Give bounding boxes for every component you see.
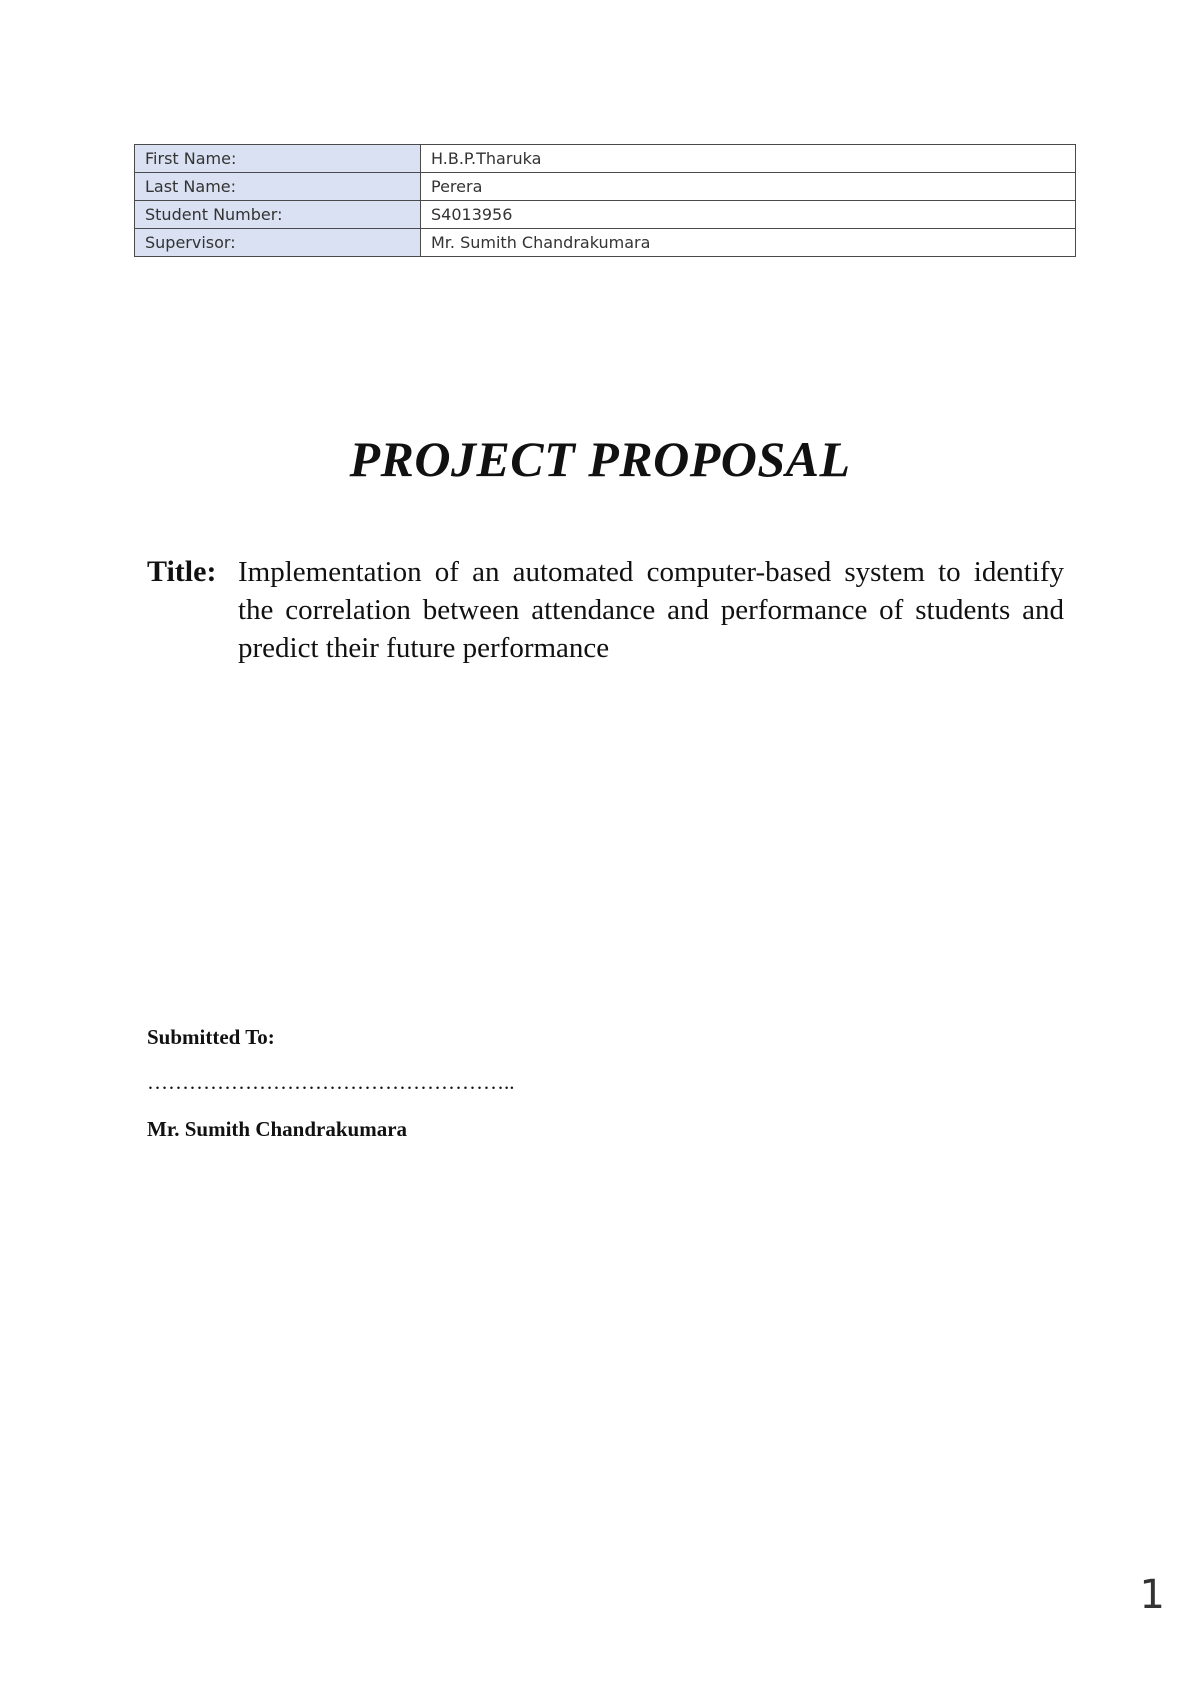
table-row <box>135 145 1076 173</box>
page-title: PROJECT PROPOSAL <box>349 431 851 487</box>
proposal-title: Implementation of an automated computer-based system to identify the correlation between attendance and performance of students and predict their future performance <box>238 556 1064 664</box>
submitted-to-name: Mr. Sumith Chandrakumara <box>147 1117 408 1141</box>
page-number: 1 <box>1139 1572 1165 1618</box>
title-label: Title: <box>147 555 217 588</box>
student-number-label: Student Number: <box>135 201 421 229</box>
last-name-value: Perera <box>421 173 1076 201</box>
student-info-table <box>134 144 1076 257</box>
first-name-value: H.B.P.Tharuka <box>421 145 1076 173</box>
table-row <box>135 201 1076 229</box>
table-row <box>135 173 1076 201</box>
first-name-label: First Name: <box>135 145 421 173</box>
submitted-to-label: Submitted To: <box>147 1025 275 1049</box>
supervisor-label: Supervisor: <box>135 229 421 257</box>
student-number-value: S4013956 <box>421 201 1076 229</box>
supervisor-value: Mr. Sumith Chandrakumara <box>421 229 1076 257</box>
signature-line: …………………………………………….. <box>147 1070 515 1094</box>
last-name-label: Last Name: <box>135 173 421 201</box>
table-row <box>135 229 1076 257</box>
